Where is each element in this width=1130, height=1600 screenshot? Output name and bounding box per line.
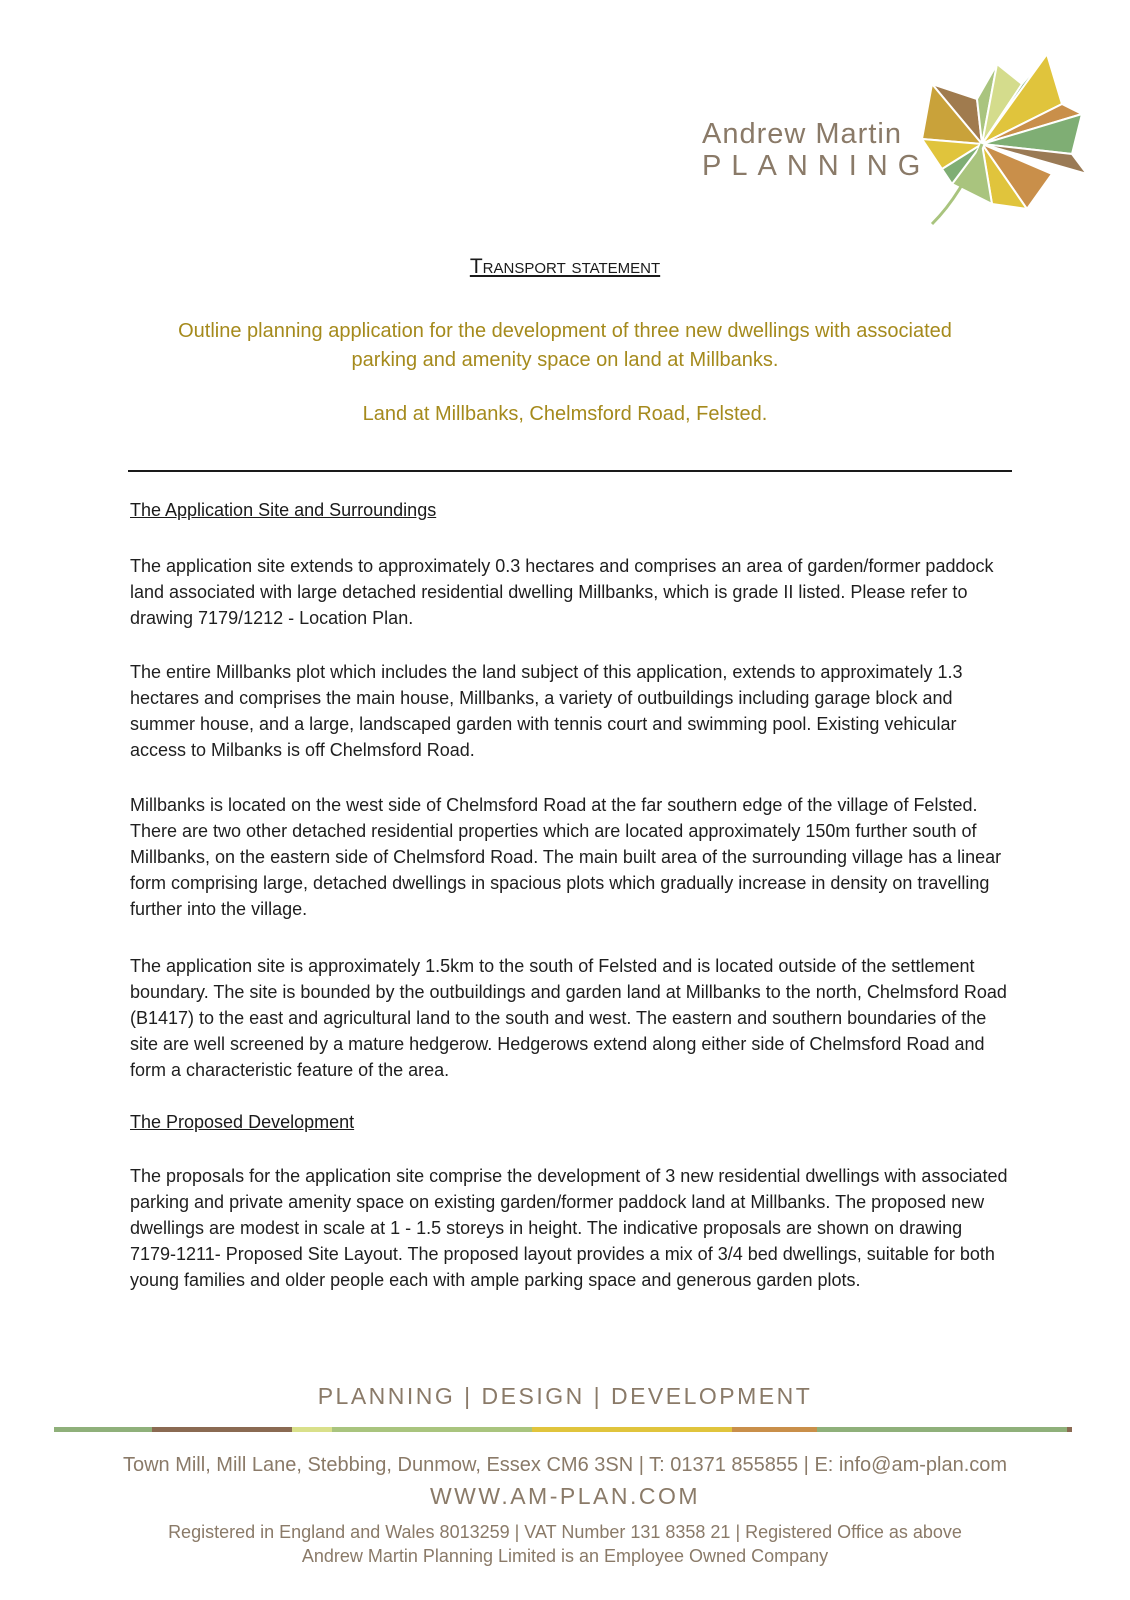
paragraph: The proposals for the application site comprise the development of 3 new residential dwellings with associated parking and private amenity space on existing garden/former paddock land at Millbanks. The proposed new dwellings are modest in scale at 1 - 1.5 storeys in height. The indicative proposals are shown on drawing 7179-1211- Proposed Site Layout. The proposed layout provides a mix of 3/4 bed dwellings, suitable for both young families and older people each with ample parking space and generous garden plots. [130,1166,1008,1290]
color-bar-segment [532,1427,732,1432]
color-bar-segment [152,1427,292,1432]
logo-name: Andrew Martin [702,118,902,150]
section-heading-development: The Proposed Development [130,1112,355,1132]
footer-color-bar [54,1427,1072,1432]
color-bar-segment [817,1427,1067,1432]
color-bar-segment [292,1427,332,1432]
contact-details: Town Mill, Mill Lane, Stebbing, Dunmow, Essex CM6 3SN | T: 01371 855855 | E: info@am-plan.com [122,1454,1008,1476]
leaf-logo-icon [922,44,1092,234]
paragraph: The application site extends to approximately 0.3 hectares and comprises an area of garden/former paddock land associated with large detached residential dwelling Millbanks, which is grade II listed. Please refer to drawing 7179/1212 - Location Plan. [130,556,994,628]
section-heading-site: The Application Site and Surroundings [130,500,437,520]
company-statement: Andrew Martin Planning Limited is an Employee Owned Company [301,1546,829,1566]
paragraph: The application site is approximately 1.5km to the south of Felsted and is located outside of the settlement boundary. The site is bounded by the outbuildings and garden land at Millbanks to the north, Chelmsford Road (B1417) to the east and agricultural land to the south and west. The eastern and southern boundaries of the site are well screened by a mature hedgerow. Hedgerows extend along either side of Chelmsford Road and form a characteristic feature of the area. [130,956,1007,1080]
color-bar-segment [1067,1427,1072,1432]
application-description: Outline planning application for the development of three new dwellings with associated parking and amenity space on land at Millbanks. [178,320,952,371]
site-location: Land at Millbanks, Chelmsford Road, Felsted. [362,403,768,425]
website-link[interactable]: WWW.AM-PLAN.COM [429,1483,701,1509]
divider [128,470,1012,472]
logo-planning: PLANNING [702,150,931,182]
paragraph: Millbanks is located on the west side of Chelmsford Road at the far southern edge of the village of Felsted. There are two other detached residential properties which are located approximately 150m further south of Millbanks, on the eastern side of Chelmsford Road. The main built area of the surrounding village has a linear form comprising large, detached dwellings in spacious plots which gradually increase in density on travelling further into the village. [130,795,1002,919]
document-title: Transport statement [469,255,661,278]
registration-info: Registered in England and Wales 8013259 | VAT Number 131 8358 21 | Registered Office as above [168,1522,962,1542]
company-logo [700,40,1100,240]
paragraph: The entire Millbanks plot which includes the land subject of this application, extends to approximately 1.3 hectares and comprises the main house, Millbanks, a variety of outbuildings including garage block and summer house, and a large, landscaped garden with tennis court and swimming pool. Existing vehicular access to Milbanks is off Chelmsford Road. [130,662,963,760]
color-bar-segment [54,1427,152,1432]
footer-tagline: PLANNING | DESIGN | DEVELOPMENT [317,1383,813,1409]
color-bar-segment [332,1427,532,1432]
color-bar-segment [732,1427,817,1432]
